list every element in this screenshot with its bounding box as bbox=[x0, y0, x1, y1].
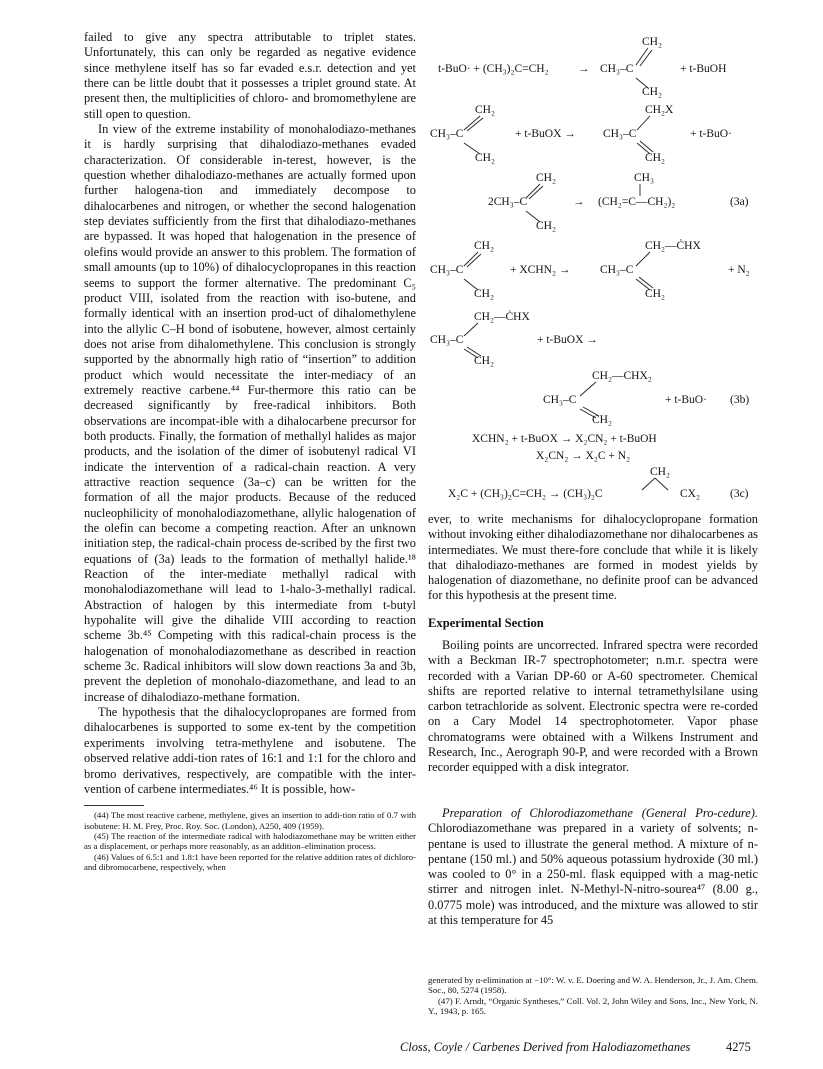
equation-label: (3c) bbox=[730, 488, 749, 500]
equation-text: CH₂ bbox=[474, 240, 494, 252]
equation-text: X₂C + (CH₃)₂C=CH₂ → (CH₃)₂C bbox=[448, 488, 603, 500]
equation-text: CH₂ bbox=[474, 288, 494, 300]
equation-text: (CH₂=C—CH₂)₂ bbox=[598, 196, 676, 208]
equation-text: CH₂ bbox=[536, 172, 556, 184]
equation-text: 2CH₃–C bbox=[488, 196, 528, 208]
equation-text: + t-BuOH bbox=[680, 63, 727, 75]
equation-text: CH₃–C bbox=[430, 264, 464, 276]
equation-text: X₂CN₂ → X₂C + N₂ bbox=[536, 450, 631, 462]
equation-text: CH₃–C bbox=[600, 264, 634, 276]
equation-text: CH₂ bbox=[642, 86, 662, 98]
equation-text: CH₃–C bbox=[603, 128, 637, 140]
equation-text: CH₂ bbox=[645, 288, 665, 300]
equation-text: CH₃–C bbox=[430, 334, 464, 346]
equation-text: CH₂ bbox=[536, 220, 556, 232]
equation-text: CH₂ bbox=[645, 152, 665, 164]
footnotes bbox=[428, 975, 758, 1017]
paragraph-body: Chlorodiazomethane was prepared in a variety of solvents; n-pentane is used to illustrate the general method. A mixture of n-pentane (150 ml.) and 50% aqueous potassium hydroxide (30 ml.) was cooled to 0° in a 250-ml. flask equipped with a mag-netic stirrer and nitrogen inlet. N-Methyl-N-nitro-sourea⁴⁷ (8.00 g., 0.0775 mole) was introduced, and the mixture was allowed to stir at this temperature for 45 bbox=[428, 821, 758, 928]
equation-text: t-BuO· + (CH₃)₂C=CH₂ bbox=[438, 63, 549, 75]
running-title: Closs, Coyle / Carbenes Derived from Halodiazomethanes bbox=[400, 1040, 691, 1054]
paragraph bbox=[428, 806, 758, 928]
equation-text: CH₃–C bbox=[543, 394, 577, 406]
equation-text: + t-BuO· bbox=[665, 394, 707, 406]
equation-text: CH₃–C bbox=[430, 128, 464, 140]
paragraph: In view of the extreme instability of monohalodiazo-methanes it is hardly surprising that dihalodiazo-methanes evaded characterization. Of considerable in-terest, however, is the question whether dihalodiazo-methanes are actually formed upon further halogena-tion and immediately decompose to dihalocarbenes and nitrogen, or whether the second halogenation step deviates sufficiently from the first that dihalodiazo-methanes are bypassed. It was hoped that halogenation in the presence of olefins would provide an answer to this problem. The formation of small amounts (up to 10%) of dihalocyclopropanes in this reaction seems to support the former alternative. The predominant C₅ product VIII, isolated from the reaction with iso-butene, and formally identical with an insertion prod-uct of dihalomethylene into the allylic C–H bond of isobutene, however, almost certainly does not arise from dihalomethylene. This conclusion is strongly supported by the abnormally high ratio of “insertion” to addition product which would necessitate the inter-mediacy of an extremely reactive carbene.⁴⁴ Fur-thermore this ratio can be decreased significantly by free-radical inhibitors. Both observations are incompat-ible with a dihalocarbene precursor for both products. Finally, the formation of methallyl halides as major products, and the isolation of the dimer of isobutenyl radical VI indicate the intervention of a radical-chain reaction. A very attractive reaction sequence (3a–c) can be written for the formation of all the major products. Because of the reduced nucleophilicity of monohalodiazomethane, allylic halogenation of the olefin can become a competing reaction. After an unknown initiation step, the radical-chain process de-scribed by the first two equations of (3a) leads to the formation of methallyl halide.¹⁸ Reaction of the inter-mediate methallyl radical with monohalodiazomethane will lead to 1-halo-3-methallyl radical. Abstraction of halogen by this intermediate from t-butyl hypohalite will give the dihalide VIII according to reaction scheme 3b.⁴⁵ Competing with this radical-chain process is the halogenation of monohalodiazomethane as described in reaction scheme 3c. Radical inhibitors will slow down reactions 3a and 3b, prevent the depletion of monohalo-diazomethane, and lead to an increase of dihalodiazo-methane formation. bbox=[84, 122, 416, 704]
equation-text: CH₂X bbox=[645, 104, 674, 116]
footnote: (44) The most reactive carbene, methylene, gives an insertion to addi-tion ratio of 0.7 with isobutene: H. M. Frey, Proc. Roy. Soc. (London), A250, 409 (1959). bbox=[84, 810, 416, 831]
paragraph: failed to give any spectra attributable to triplet states. Unfortunately, this can only be regarded as negative evidence since methylene itself has so far evaded e.s.r. detection and yet there can be little doubt that it possesses a triplet ground state. At present then, the multiplicities of chloro- and bromomethylene are still open to question. bbox=[84, 30, 416, 121]
equation-text: + N₂ bbox=[728, 264, 750, 276]
footnote: (47) F. Arndt, “Organic Syntheses,” Coll. Vol. 2, John Wiley and Sons, Inc., New York, N. Y., 1943, p. 165. bbox=[428, 995, 758, 1017]
page-number: 4275 bbox=[726, 1040, 751, 1054]
equation-text: + t-BuOX → bbox=[515, 128, 576, 140]
footnote: (45) The reaction of the intermediate radical with halodiazomethane may be written either as a displacement, or perhaps more reasonably, as an addition–elimination process. bbox=[84, 831, 416, 852]
equation-text: CH₂ bbox=[475, 152, 495, 164]
equation-label: (3a) bbox=[730, 196, 749, 208]
paragraph: ever, to write mechanisms for dihalocyclopropane formation without invoking either dihalodiazomethane nor dihalocarbenes as intermediates. We must there-fore conclude that while it is likely that dihalodiazo-methanes are formed in modest yields by halogenation of diazomethane, no definite proof can be advanced for this hypothesis at the present time. bbox=[428, 512, 758, 603]
paragraph: Boiling points are uncorrected. Infrared spectra were recorded with a Beckman IR-7 spectrophotometer; n.m.r. spectra were recorded with a Varian DP-60 or A-60 spectrometer. Chemical shifts are reported relative to internal tetramethylsilane using carbon tetrachloride as solvent. Electronic spectra were re-corded on a Cary Model 14 spectrophotometer. Vapor phase chromatograms were obtained with a Wilkens Instrument and Research, Inc., Aerograph 90-P, and were recorded with a Brown recorder equipped with a disk integrator. bbox=[428, 638, 758, 775]
equation-text: + t-BuOX → bbox=[537, 334, 598, 346]
equation-text: CH₂ bbox=[642, 36, 662, 48]
equation-text: CH₂—ĊHX bbox=[474, 311, 530, 323]
equation-text: CH₂ bbox=[592, 414, 612, 426]
equation-text: + XCHN₂ → bbox=[510, 264, 571, 276]
equation-text: CX₂ bbox=[680, 488, 700, 500]
footnote: (46) Values of 6.5:1 and 1.8:1 have been reported for the relative addition rates of dichloro- and dibromocarbene, respectively, when bbox=[84, 851, 416, 873]
reaction-arrow: → bbox=[578, 63, 590, 75]
section-heading: Experimental Section bbox=[428, 616, 544, 630]
paragraph-title: Preparation of Chlorodiazomethane (General Pro-cedure). bbox=[442, 806, 758, 820]
reaction-arrow: → bbox=[573, 196, 585, 208]
paragraph: The hypothesis that the dihalocyclopropanes are formed from dihalocarbenes is supported to some ex-tent by the competition experiments involving tetra-methylene and isobutene. The observed relative addi-tion rates of 16:1 and 1:1 for the chloro and bromo derivatives, respectively, are compatible with the inter-vention of carbene intermediates.⁴⁶ It is possible, how- bbox=[84, 705, 416, 796]
footnote: generated by α-elimination at −10°: W. v. E. Doering and W. A. Henderson, Jr., J. Am. Chem. Soc., 80, 5274 (1958). bbox=[428, 975, 758, 996]
equation-text: CH₂ bbox=[475, 104, 495, 116]
equation-text: CH₂—ĊHX bbox=[645, 240, 701, 252]
equation-text: CH₂—CHX₂ bbox=[592, 370, 652, 382]
equation-text: CH₃ bbox=[634, 172, 654, 184]
equation-text: + t-BuO· bbox=[690, 128, 732, 140]
equation-text: CH₂ bbox=[474, 355, 494, 367]
equation-text: CH₂ bbox=[650, 466, 670, 478]
equation-text: CH₃–C bbox=[600, 63, 634, 75]
equation-label: (3b) bbox=[730, 394, 750, 406]
equation-text: XCHN₂ + t-BuOX → X₂CN₂ + t-BuOH bbox=[472, 433, 657, 445]
